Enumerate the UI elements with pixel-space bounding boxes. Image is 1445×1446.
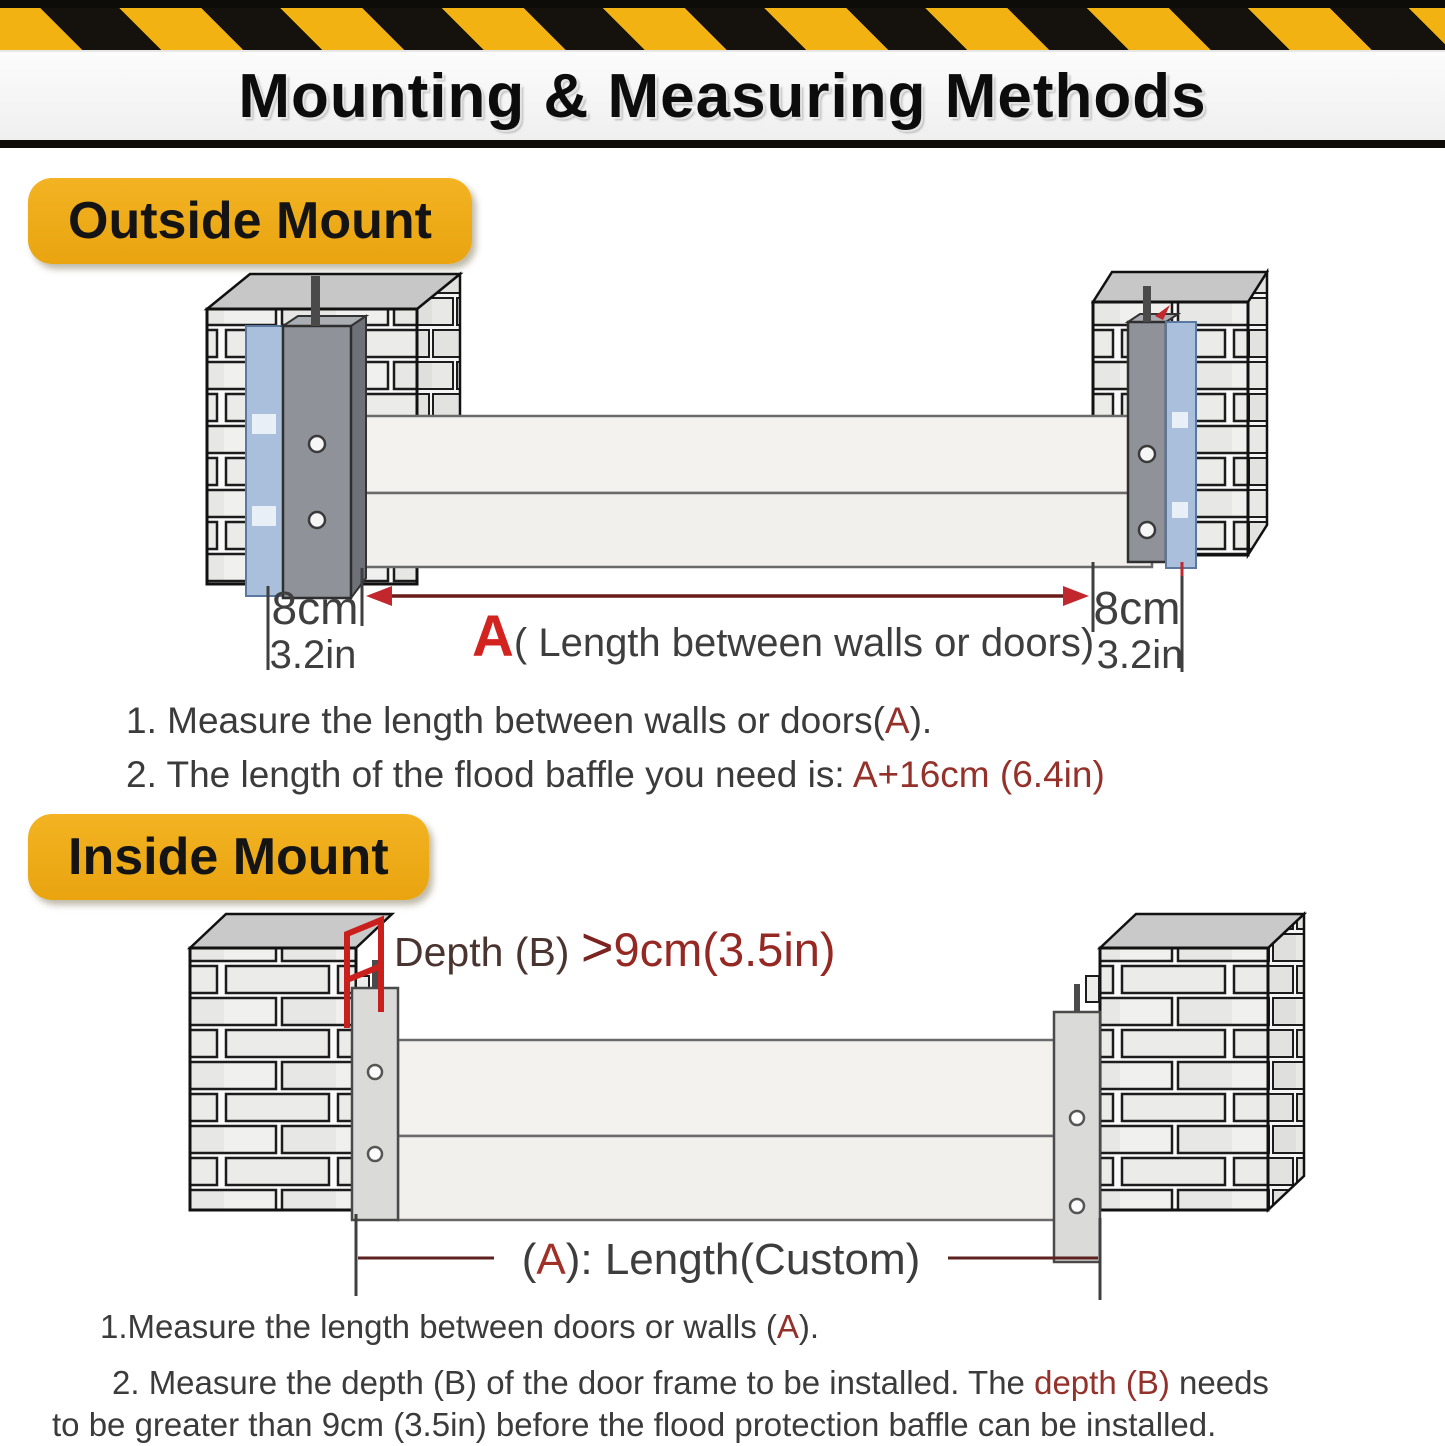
screw-hole: [1070, 1111, 1084, 1125]
length-label-a: A: [536, 1235, 566, 1284]
pillar-top-face: [207, 274, 460, 309]
barrier-board-top: [398, 1040, 1058, 1136]
outside-mount-badge: Outside Mount: [28, 178, 472, 264]
outside-step-1: 1. Measure the length between walls or doors(A).: [126, 700, 933, 741]
span-label-rest: ( Length between walls or doors): [513, 621, 1095, 665]
outside-steps: [0, 684, 1445, 796]
screw-hole: [1070, 1199, 1084, 1213]
inside-step-2-line-1: 2. Measure the depth (B) of the door frame to be installed. The depth (B) needs: [112, 1364, 1269, 1401]
page-title: Mounting & Measuring Methods: [238, 61, 1207, 131]
mount-channel-left: [352, 960, 398, 1220]
inside-step-2-line-2: to be greater than 9cm (3.5in) before the flood protection baffle can be installed.: [52, 1406, 1217, 1443]
barrier-board-bottom: [398, 1136, 1058, 1220]
inside-steps: [0, 1300, 1445, 1446]
outside-diagram: [0, 264, 1445, 684]
measure-label-left-in: 3.2in: [269, 633, 357, 677]
depth-label-text: Depth (B): [394, 929, 581, 975]
pillar-side-face: [1268, 914, 1304, 1210]
header: [0, 0, 1445, 148]
arrowhead-right: [1063, 586, 1089, 606]
mount-channel-left: [283, 276, 366, 598]
accent-formula: A+16cm (6.4in): [852, 754, 1105, 795]
measure-label-right-in: 3.2in: [1096, 633, 1184, 677]
span-label-a: A: [472, 604, 514, 669]
length-label: (A): Length(Custom): [521, 1235, 921, 1284]
flood-barrier: [398, 1040, 1058, 1220]
screw-hole: [368, 1147, 382, 1161]
screw-hole: [368, 1065, 382, 1079]
anchor-pin: [1143, 286, 1151, 322]
caution-stripe-band: [0, 8, 1445, 52]
title-row: [0, 52, 1445, 140]
depth-gt-sign: >: [580, 915, 614, 978]
brick-pillar-right: [1086, 914, 1304, 1210]
accent-a: A: [884, 700, 910, 741]
screw-hole: [309, 512, 325, 528]
anchor-pin: [311, 276, 320, 326]
header-bottom-line: [0, 140, 1445, 148]
pillar-top-face: [1100, 914, 1304, 948]
accent-depth-b: depth (B): [1034, 1364, 1170, 1401]
screw-hole: [1139, 522, 1155, 538]
channel-side-face: [351, 316, 366, 598]
header-top-line: [0, 0, 1445, 8]
screw-hole: [309, 436, 325, 452]
mount-channel-right: [1054, 984, 1100, 1262]
pillar-top-face: [1093, 272, 1267, 302]
depth-value: 9cm(3.5in): [613, 923, 836, 976]
anchor-pin: [1074, 984, 1080, 1012]
flood-barrier: [330, 416, 1152, 567]
accent-a: A: [776, 1308, 799, 1345]
barrier-board-top: [330, 416, 1152, 493]
span-label: [472, 604, 1094, 669]
outside-step-2: 2. The length of the flood baffle you need is: A+16cm (6.4in): [126, 754, 1105, 795]
pillar-side-face: [1248, 272, 1267, 555]
screw-hole: [1139, 446, 1155, 462]
depth-label: [394, 915, 836, 978]
channel-front-face: [1054, 1012, 1100, 1262]
pillar-front-face: [1100, 948, 1268, 1210]
measure-label-right-cm: 8cm: [1093, 582, 1181, 634]
barrier-board-bottom: [330, 493, 1152, 567]
inside-step-1: 1.Measure the length between doors or walls (A).: [100, 1308, 820, 1345]
channel-front-face: [283, 326, 351, 598]
brick-tooth: [1086, 976, 1099, 1002]
inside-diagram: [0, 900, 1445, 1300]
channel-front-face: [352, 988, 398, 1220]
anchor-pin: [372, 960, 378, 988]
pillar-front-face: [190, 948, 356, 1210]
measure-label-left-cm: 8cm: [271, 582, 359, 634]
inside-mount-badge: Inside Mount: [28, 814, 429, 900]
seal-strip-left: [246, 326, 284, 596]
arrowhead-left: [366, 586, 392, 606]
